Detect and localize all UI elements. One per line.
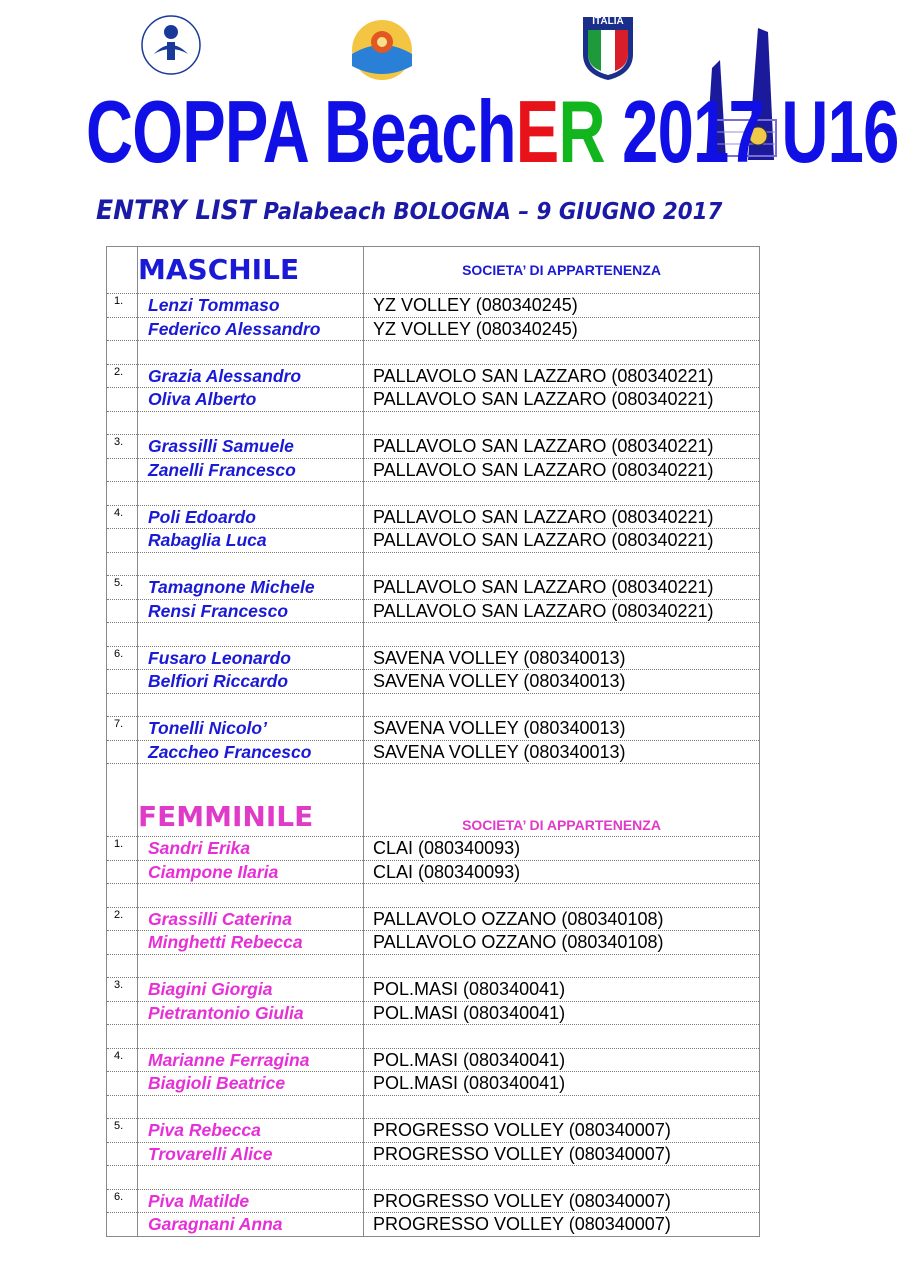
maschile-heading: MASCHILE (138, 247, 364, 294)
player-row (107, 317, 760, 341)
player-club: PALLAVOLO OZZANO (080340108) (364, 907, 760, 931)
spacer-row (107, 1166, 760, 1190)
player-row (107, 294, 760, 318)
spacer-row (107, 482, 760, 506)
spacer-cell (364, 693, 760, 717)
player-row (107, 1001, 760, 1025)
femminile-section-header (107, 764, 760, 837)
player-club: SAVENA VOLLEY (080340013) (364, 740, 760, 764)
spacer-cell (107, 693, 138, 717)
spacer-cell (364, 411, 760, 435)
player-name: Poli Edoardo (138, 505, 364, 529)
team-number: 3. (107, 435, 138, 459)
player-name: Federico Alessandro (138, 317, 364, 341)
spacer-row (107, 341, 760, 365)
player-row (107, 1048, 760, 1072)
team-number: 1. (107, 837, 138, 861)
team-number: 7. (107, 717, 138, 741)
spacer-cell (138, 693, 364, 717)
player-row (107, 646, 760, 670)
spacer-row (107, 954, 760, 978)
player-name: Biagini Giorgia (138, 978, 364, 1002)
player-row (107, 740, 760, 764)
player-club: PROGRESSO VOLLEY (080340007) (364, 1213, 760, 1237)
spacer-cell (364, 884, 760, 908)
team-number: 5. (107, 576, 138, 600)
spacer-cell (107, 1166, 138, 1190)
femminile-club-heading: SOCIETA’ DI APPARTENENZA (364, 764, 760, 837)
player-name: Biagioli Beatrice (138, 1072, 364, 1096)
team-number-blank (107, 860, 138, 884)
team-number-blank (107, 599, 138, 623)
event-title (86, 82, 899, 182)
team-number-blank (107, 1142, 138, 1166)
spacer-cell (364, 482, 760, 506)
entry-list-table (106, 246, 760, 1237)
team-number-blank (107, 1001, 138, 1025)
spacer-cell (138, 623, 364, 647)
spacer-cell (364, 552, 760, 576)
spacer-cell (107, 482, 138, 506)
spacer-cell (107, 552, 138, 576)
player-name: Ciampone Ilaria (138, 860, 364, 884)
player-club: POL.MASI (080340041) (364, 1048, 760, 1072)
subtitle-venue-date: Palabeach BOLOGNA – 9 GIUGNO 2017 (255, 199, 723, 225)
player-club: CLAI (080340093) (364, 860, 760, 884)
section-blank-cell (107, 764, 138, 837)
player-row (107, 458, 760, 482)
player-row (107, 1072, 760, 1096)
spacer-cell (138, 1025, 364, 1049)
team-number: 5. (107, 1119, 138, 1143)
title-letter-r: R (558, 82, 605, 181)
spacer-row (107, 1025, 760, 1049)
player-row (107, 505, 760, 529)
player-name: Lenzi Tommaso (138, 294, 364, 318)
player-name: Marianne Ferragina (138, 1048, 364, 1072)
spacer-cell (107, 1095, 138, 1119)
player-name: Tamagnone Michele (138, 576, 364, 600)
player-club: PROGRESSO VOLLEY (080340007) (364, 1142, 760, 1166)
spacer-cell (138, 1095, 364, 1119)
player-name: Rensi Francesco (138, 599, 364, 623)
player-row (107, 860, 760, 884)
player-club: YZ VOLLEY (080340245) (364, 317, 760, 341)
spacer-row (107, 1095, 760, 1119)
player-club: YZ VOLLEY (080340245) (364, 294, 760, 318)
player-name: Grassilli Caterina (138, 907, 364, 931)
team-number: 2. (107, 364, 138, 388)
player-name: Belfiori Riccardo (138, 670, 364, 694)
player-club: PALLAVOLO SAN LAZZARO (080340221) (364, 529, 760, 553)
spacer-cell (107, 884, 138, 908)
team-number-blank (107, 931, 138, 955)
team-number-blank (107, 740, 138, 764)
spacer-cell (364, 623, 760, 647)
player-club: PALLAVOLO OZZANO (080340108) (364, 931, 760, 955)
player-club: SAVENA VOLLEY (080340013) (364, 717, 760, 741)
player-name: Oliva Alberto (138, 388, 364, 412)
spacer-row (107, 623, 760, 647)
spacer-cell (107, 1025, 138, 1049)
fipav-logo (140, 14, 202, 76)
player-club: PALLAVOLO SAN LAZZARO (080340221) (364, 435, 760, 459)
team-number: 4. (107, 1048, 138, 1072)
team-number: 2. (107, 907, 138, 931)
title-part-1: COPPA Beach (86, 82, 516, 181)
player-name: Rabaglia Luca (138, 529, 364, 553)
player-club: CLAI (080340093) (364, 837, 760, 861)
player-name: Piva Matilde (138, 1189, 364, 1213)
player-name: Zaccheo Francesco (138, 740, 364, 764)
player-club: PALLAVOLO SAN LAZZARO (080340221) (364, 599, 760, 623)
player-club: PALLAVOLO SAN LAZZARO (080340221) (364, 388, 760, 412)
player-row (107, 1213, 760, 1237)
player-name: Trovarelli Alice (138, 1142, 364, 1166)
player-club: PALLAVOLO SAN LAZZARO (080340221) (364, 576, 760, 600)
player-club: PALLAVOLO SAN LAZZARO (080340221) (364, 458, 760, 482)
maschile-club-heading: SOCIETA’ DI APPARTENENZA (364, 247, 760, 294)
player-club: POL.MASI (080340041) (364, 1001, 760, 1025)
player-row (107, 529, 760, 553)
spacer-cell (138, 341, 364, 365)
player-club: SAVENA VOLLEY (080340013) (364, 646, 760, 670)
spacer-cell (138, 954, 364, 978)
player-row (107, 435, 760, 459)
beach-volley-italia-logo (346, 14, 418, 84)
player-row (107, 907, 760, 931)
femminile-heading: FEMMINILE (138, 764, 364, 837)
player-club: SAVENA VOLLEY (080340013) (364, 670, 760, 694)
spacer-cell (107, 954, 138, 978)
team-number: 6. (107, 646, 138, 670)
spacer-cell (364, 341, 760, 365)
player-club: POL.MASI (080340041) (364, 1072, 760, 1096)
italia-shield-logo (580, 14, 636, 82)
italia-label: ITALIA (592, 16, 624, 27)
spacer-cell (364, 1095, 760, 1119)
player-row (107, 978, 760, 1002)
player-row (107, 364, 760, 388)
spacer-cell (364, 954, 760, 978)
spacer-cell (107, 411, 138, 435)
player-row (107, 1189, 760, 1213)
team-number-blank (107, 670, 138, 694)
player-name: Minghetti Rebecca (138, 931, 364, 955)
spacer-cell (138, 411, 364, 435)
section-blank-cell (107, 247, 138, 294)
spacer-cell (138, 552, 364, 576)
spacer-cell (107, 341, 138, 365)
player-club: POL.MASI (080340041) (364, 978, 760, 1002)
team-number-blank (107, 529, 138, 553)
team-number: 6. (107, 1189, 138, 1213)
team-number-blank (107, 1072, 138, 1096)
spacer-row (107, 884, 760, 908)
team-number-blank (107, 458, 138, 482)
player-name: Garagnani Anna (138, 1213, 364, 1237)
team-number: 4. (107, 505, 138, 529)
player-name: Piva Rebecca (138, 1119, 364, 1143)
player-row (107, 717, 760, 741)
player-row (107, 670, 760, 694)
player-name: Fusaro Leonardo (138, 646, 364, 670)
player-club: PROGRESSO VOLLEY (080340007) (364, 1189, 760, 1213)
spacer-row (107, 693, 760, 717)
spacer-row (107, 411, 760, 435)
title-part-2: 2017 U16 (604, 82, 899, 181)
player-row (107, 837, 760, 861)
spacer-row (107, 552, 760, 576)
maschile-section-header (107, 247, 760, 294)
player-club: PALLAVOLO SAN LAZZARO (080340221) (364, 505, 760, 529)
player-row (107, 1119, 760, 1143)
team-number: 1. (107, 294, 138, 318)
spacer-cell (364, 1166, 760, 1190)
player-name: Tonelli Nicolo’ (138, 717, 364, 741)
player-name: Pietrantonio Giulia (138, 1001, 364, 1025)
spacer-cell (138, 482, 364, 506)
player-club: PROGRESSO VOLLEY (080340007) (364, 1119, 760, 1143)
player-club: PALLAVOLO SAN LAZZARO (080340221) (364, 364, 760, 388)
player-row (107, 931, 760, 955)
player-name: Zanelli Francesco (138, 458, 364, 482)
spacer-cell (364, 1025, 760, 1049)
team-number-blank (107, 1213, 138, 1237)
player-name: Grassilli Samuele (138, 435, 364, 459)
team-number: 3. (107, 978, 138, 1002)
player-name: Sandri Erika (138, 837, 364, 861)
team-number-blank (107, 317, 138, 341)
spacer-cell (138, 884, 364, 908)
player-row (107, 1142, 760, 1166)
spacer-cell (107, 623, 138, 647)
player-name: Grazia Alessandro (138, 364, 364, 388)
event-subtitle (96, 195, 722, 226)
title-letter-e: E (515, 82, 559, 181)
player-row (107, 599, 760, 623)
player-row (107, 388, 760, 412)
spacer-cell (138, 1166, 364, 1190)
player-row (107, 576, 760, 600)
team-number-blank (107, 388, 138, 412)
subtitle-entry-list: ENTRY LIST (96, 195, 256, 226)
